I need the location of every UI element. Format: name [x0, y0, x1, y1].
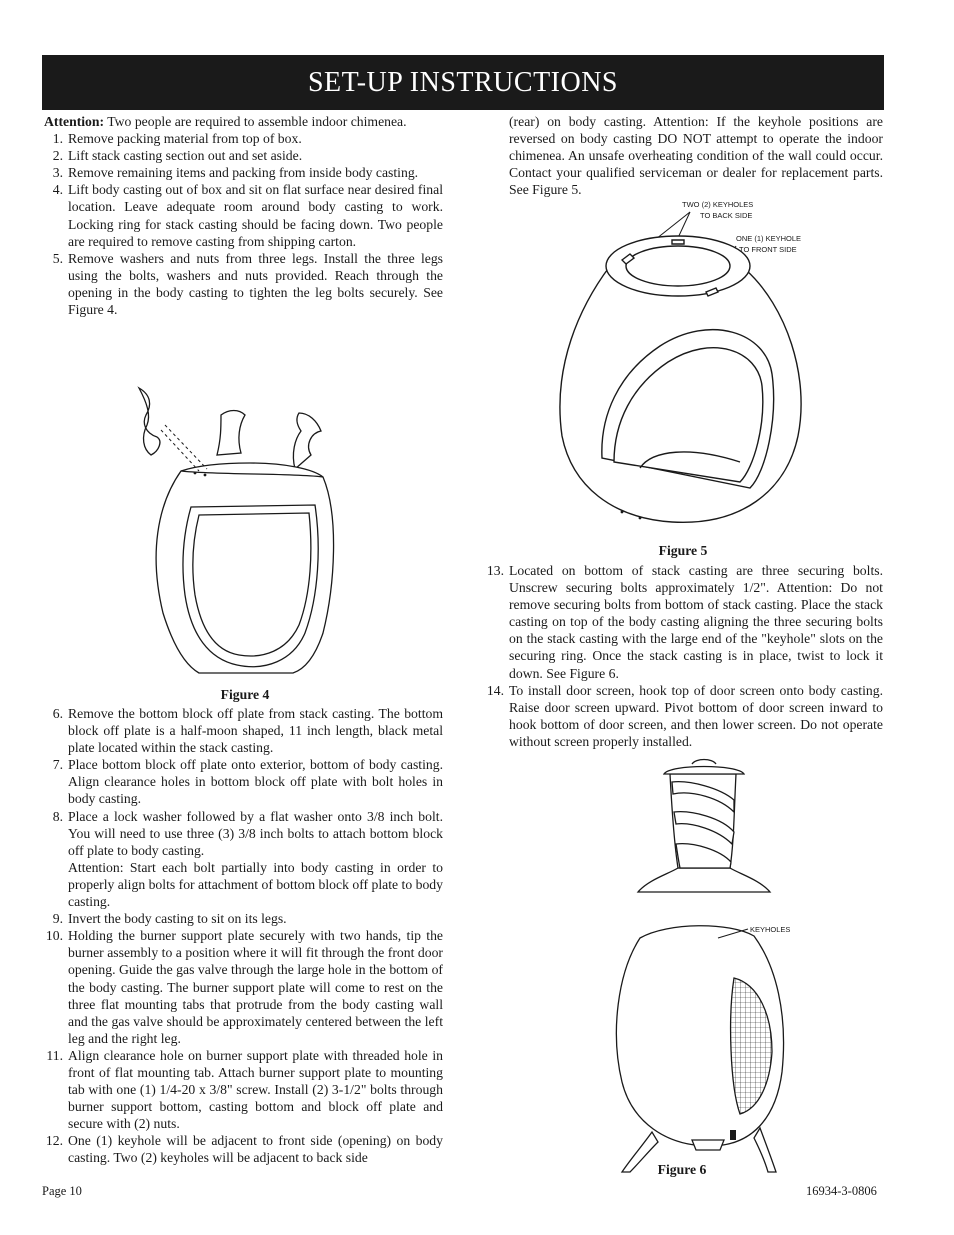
step-10	[42, 927, 443, 1047]
step-text-attention: Attention: Start each bolt partially into body casting in order to properly align bolts for attachment of bottom block off plate to body casting.	[68, 859, 443, 910]
keyhole-icon	[672, 240, 684, 244]
step-text: Place bottom block off plate onto exterior, bottom of body casting. Align clearance holes in bottom block off plate with bolt holes in body casting.	[68, 757, 443, 807]
step-1	[42, 130, 443, 147]
step-text: Holding the burner support plate securely with two hands, tip the burner assembly to a position where it will fit through the front door opening. Guide the gas valve through the large hole in the bottom of the body casting. The burner support plate will come to rest on the three flat mounting tabs that protrude from the body casting wall and the gas valve should be approximately centered between the left leg and the right leg.	[68, 928, 443, 1046]
step-number: 5.	[52, 250, 63, 266]
step-text: One (1) keyhole will be adjacent to front side (opening) on body casting. Two (2) keyholes will be adjacent to back side	[68, 1133, 443, 1166]
right-column-top	[483, 113, 883, 198]
step-5	[42, 250, 443, 318]
attention-text: Two people are required to assemble indoor chimenea.	[107, 114, 407, 129]
callout-keyholes: KEYHOLES	[750, 925, 791, 934]
step-number: 8.	[52, 808, 63, 824]
step-text: Align clearance hole on burner support plate with threaded hole in front of flat mounting tab. Attach burner support plate to mounting tab with one (1) 1/4-20 x 3/8" screw. Install (2) 3-1/2" bolts through burner support bottom, casting bottom and block off plate and secure with (2) nuts.	[68, 1047, 443, 1132]
right-column-bottom	[483, 562, 883, 750]
step-text: Remove the bottom block off plate from stack casting. The bottom block off plate is a half-moon shaped, 11 inch length, black metal plate located within the stack casting.	[68, 706, 443, 756]
step-number: 3.	[52, 165, 63, 181]
step-number: 11.	[46, 1047, 63, 1063]
step-number: 10.	[45, 928, 63, 944]
step-8	[42, 808, 443, 911]
step-number: 4.	[52, 182, 63, 198]
step-text: Lift stack casting section out and set aside.	[68, 148, 303, 164]
step-text: Remove remaining items and packing from inside body casting.	[68, 165, 419, 181]
step-number: 12.	[45, 1133, 63, 1149]
step-text: To install door screen, hook top of door screen onto body casting. Raise door screen upward. Pivot bottom of door screen inward to hook bottom of door screen, and then lower screen. Do not operate without screen properly installed.	[509, 682, 883, 749]
callout-one-keyhole-line2: TO FRONT SIDE	[739, 245, 797, 254]
figure-5-illustration	[540, 196, 860, 531]
stack-base	[638, 868, 770, 892]
detached-leg	[139, 388, 160, 455]
attention-note	[42, 113, 443, 130]
middle-leg	[217, 411, 245, 456]
step-text: Remove washers and nuts from three legs. Install the three legs using the bolts, washers and nuts provided. Reach through the opening in the body casting to tighten the leg bolts securely. See Figure 4.	[68, 250, 443, 318]
figure-4-illustration	[125, 375, 375, 680]
leg	[754, 1128, 776, 1172]
step-text: Place a lock washer followed by a flat washer onto 3/8 inch bolt. You will need to use three (3) 3/8 inch bolts to attach bottom block off plate to body casting.	[68, 808, 443, 858]
page-number: Page 10	[42, 1184, 82, 1198]
step-number: 6.	[52, 706, 63, 721]
callout-two-keyholes-line2: TO BACK SIDE	[700, 211, 753, 220]
figure-5-caption: Figure 5	[658, 543, 708, 558]
document-code: 16934-3-0806	[806, 1184, 877, 1198]
step-number: 1.	[52, 131, 63, 147]
step-text: Remove packing material from top of box.	[68, 131, 302, 147]
step-12	[42, 1132, 443, 1166]
figure-4-caption: Figure 4	[220, 687, 270, 702]
step-11	[42, 1047, 443, 1132]
callout-one-keyhole: ONE (1) KEYHOLE	[736, 234, 802, 243]
step-number: 2.	[52, 148, 63, 164]
step-3	[42, 164, 443, 181]
step-text: Lift body casting out of box and sit on flat surface near desired final location. Leave adequate room around body casting to work. Locking ring for stack casting should be facing down. Two people are required to remove casting from shipping carton.	[68, 182, 443, 249]
right-leg	[293, 413, 321, 469]
step-number: 9.	[52, 911, 63, 927]
step-2	[42, 147, 443, 164]
step-13	[483, 562, 883, 682]
stack-cap	[664, 767, 744, 775]
figure-6-caption: Figure 6	[657, 1162, 707, 1177]
step-6	[42, 705, 443, 756]
step-number: 14.	[486, 682, 504, 698]
step-4	[42, 181, 443, 249]
page-title: SET-UP INSTRUCTIONS	[307, 66, 619, 98]
left-column-top	[42, 113, 443, 318]
step-7	[42, 756, 443, 807]
step-12-continued: (rear) on body casting. Attention: If the keyhole positions are reversed on body casting DO NOT attempt to operate the indoor chimenea. An unsafe overheating condition of the wall could occur. Contact your qualified serviceman or dealer for replacement parts. See Figure 5.	[509, 114, 883, 198]
step-number: 7.	[52, 757, 63, 773]
step-text: Located on bottom of stack casting are three securing bolts. Unscrew securing bolts approximately 1/2". Attention: Do not remove securing bolts from bottom of stack casting. Place the stack casting on top of the body casting aligning the three securing bolts on the stack casting with the large end of the "keyhole" slots on the securing ring. Once the stack casting is in place, twist to lock it down. See Figure 6.	[509, 563, 883, 681]
step-text: Invert the body casting to sit on its legs.	[68, 911, 287, 927]
step-number: 13.	[486, 563, 504, 578]
step-14	[483, 682, 883, 750]
left-column-bottom	[42, 705, 443, 1167]
attention-label: Attention:	[44, 114, 105, 129]
section-header	[42, 55, 884, 110]
callout-two-keyholes: TWO (2) KEYHOLES	[682, 200, 754, 209]
figure-6-illustration	[600, 752, 830, 1177]
step-9	[42, 910, 443, 927]
